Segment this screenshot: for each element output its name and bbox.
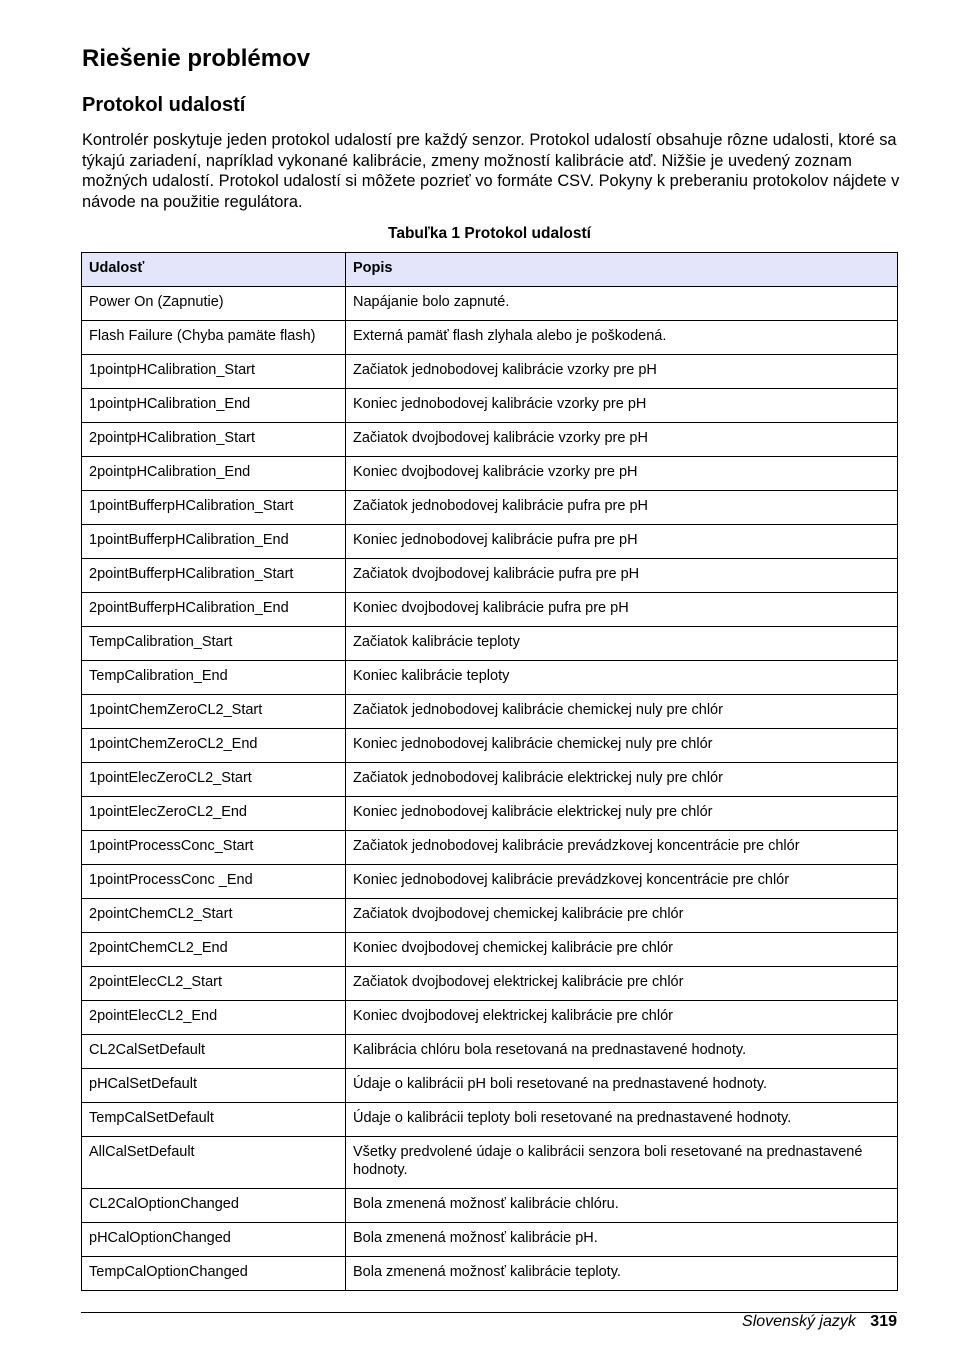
table-row bbox=[82, 899, 898, 933]
event-name-cell: 1pointElecZeroCL2_End bbox=[82, 797, 346, 831]
page-title: Riešenie problémov bbox=[82, 45, 311, 72]
footer-language: Slovenský jazyk bbox=[742, 1313, 856, 1330]
table-row bbox=[82, 763, 898, 797]
table-body bbox=[82, 287, 898, 1291]
table-row bbox=[82, 321, 898, 355]
table-row bbox=[82, 389, 898, 423]
event-description-cell: Koniec jednobodovej kalibrácie prevádzkovej koncentrácie pre chlór bbox=[346, 865, 898, 899]
event-name-cell: AllCalSetDefault bbox=[82, 1137, 346, 1189]
event-description-cell: Koniec jednobodovej kalibrácie chemickej nuly pre chlór bbox=[346, 729, 898, 763]
table-row bbox=[82, 1001, 898, 1035]
event-name-cell: 2pointpHCalibration_End bbox=[82, 457, 346, 491]
event-name-cell: TempCalibration_Start bbox=[82, 627, 346, 661]
page-footer bbox=[742, 1312, 897, 1332]
event-description-cell: Koniec jednobodovej kalibrácie vzorky pre pH bbox=[346, 389, 898, 423]
table-row bbox=[82, 695, 898, 729]
table-row bbox=[82, 423, 898, 457]
event-name-cell: 1pointpHCalibration_Start bbox=[82, 355, 346, 389]
table-row bbox=[82, 933, 898, 967]
event-description-cell: Externá pamäť flash zlyhala alebo je poškodená. bbox=[346, 321, 898, 355]
event-name-cell: 1pointBufferpHCalibration_Start bbox=[82, 491, 346, 525]
event-name-cell: 1pointChemZeroCL2_Start bbox=[82, 695, 346, 729]
event-name-cell: TempCalSetDefault bbox=[82, 1103, 346, 1137]
table-row bbox=[82, 1137, 898, 1189]
event-description-cell: Koniec jednobodovej kalibrácie pufra pre pH bbox=[346, 525, 898, 559]
event-name-cell: Power On (Zapnutie) bbox=[82, 287, 346, 321]
event-name-cell: CL2CalSetDefault bbox=[82, 1035, 346, 1069]
event-name-cell: 1pointBufferpHCalibration_End bbox=[82, 525, 346, 559]
event-description-cell: Začiatok jednobodovej kalibrácie elektrickej nuly pre chlór bbox=[346, 763, 898, 797]
table-row bbox=[82, 831, 898, 865]
table-row bbox=[82, 491, 898, 525]
event-description-cell: Začiatok dvojbodovej kalibrácie vzorky pre pH bbox=[346, 423, 898, 457]
event-description-cell: Koniec jednobodovej kalibrácie elektrickej nuly pre chlór bbox=[346, 797, 898, 831]
table-row bbox=[82, 627, 898, 661]
table-row bbox=[82, 865, 898, 899]
table-row bbox=[82, 1189, 898, 1223]
table-row bbox=[82, 593, 898, 627]
event-description-cell: Začiatok kalibrácie teploty bbox=[346, 627, 898, 661]
page-number: 319 bbox=[870, 1313, 897, 1330]
event-description-cell: Začiatok dvojbodovej chemickej kalibrácie pre chlór bbox=[346, 899, 898, 933]
event-name-cell: pHCalOptionChanged bbox=[82, 1223, 346, 1257]
event-name-cell: TempCalibration_End bbox=[82, 661, 346, 695]
event-name-cell: 2pointElecCL2_Start bbox=[82, 967, 346, 1001]
event-description-cell: Bola zmenená možnosť kalibrácie teploty. bbox=[346, 1257, 898, 1291]
table-row bbox=[82, 1069, 898, 1103]
event-name-cell: 2pointElecCL2_End bbox=[82, 1001, 346, 1035]
event-name-cell: 1pointProcessConc_Start bbox=[82, 831, 346, 865]
table-row bbox=[82, 559, 898, 593]
table-row bbox=[82, 1035, 898, 1069]
event-description-cell: Údaje o kalibrácii teploty boli resetované na prednastavené hodnoty. bbox=[346, 1103, 898, 1137]
event-name-cell: 2pointChemCL2_Start bbox=[82, 899, 346, 933]
table-row bbox=[82, 661, 898, 695]
event-name-cell: 1pointChemZeroCL2_End bbox=[82, 729, 346, 763]
table-row bbox=[82, 729, 898, 763]
event-description-cell: Začiatok dvojbodovej elektrickej kalibrácie pre chlór bbox=[346, 967, 898, 1001]
event-description-cell: Kalibrácia chlóru bola resetovaná na prednastavené hodnoty. bbox=[346, 1035, 898, 1069]
table-row bbox=[82, 1223, 898, 1257]
event-name-cell: 1pointProcessConc _End bbox=[82, 865, 346, 899]
header-description: Popis bbox=[346, 253, 898, 287]
event-description-cell: Koniec dvojbodovej elektrickej kalibrácie pre chlór bbox=[346, 1001, 898, 1035]
event-name-cell: pHCalSetDefault bbox=[82, 1069, 346, 1103]
event-name-cell: 1pointElecZeroCL2_Start bbox=[82, 763, 346, 797]
table-row bbox=[82, 355, 898, 389]
event-name-cell: Flash Failure (Chyba pamäte flash) bbox=[82, 321, 346, 355]
section-title: Protokol udalostí bbox=[82, 94, 246, 116]
header-event: Udalosť bbox=[82, 253, 346, 287]
table-row bbox=[82, 1103, 898, 1137]
event-name-cell: TempCalOptionChanged bbox=[82, 1257, 346, 1291]
event-description-cell: Údaje o kalibrácii pH boli resetované na prednastavené hodnoty. bbox=[346, 1069, 898, 1103]
event-description-cell: Bola zmenená možnosť kalibrácie pH. bbox=[346, 1223, 898, 1257]
event-name-cell: 1pointpHCalibration_End bbox=[82, 389, 346, 423]
table-row bbox=[82, 797, 898, 831]
event-name-cell: 2pointBufferpHCalibration_End bbox=[82, 593, 346, 627]
event-description-cell: Bola zmenená možnosť kalibrácie chlóru. bbox=[346, 1189, 898, 1223]
event-description-cell: Začiatok jednobodovej kalibrácie chemickej nuly pre chlór bbox=[346, 695, 898, 729]
event-description-cell: Začiatok jednobodovej kalibrácie pufra pre pH bbox=[346, 491, 898, 525]
event-name-cell: CL2CalOptionChanged bbox=[82, 1189, 346, 1223]
event-description-cell: Koniec kalibrácie teploty bbox=[346, 661, 898, 695]
event-description-cell: Koniec dvojbodovej kalibrácie vzorky pre pH bbox=[346, 457, 898, 491]
event-description-cell: Koniec dvojbodovej chemickej kalibrácie pre chlór bbox=[346, 933, 898, 967]
event-description-cell: Začiatok jednobodovej kalibrácie vzorky pre pH bbox=[346, 355, 898, 389]
table-header-row bbox=[82, 253, 898, 287]
table-row bbox=[82, 525, 898, 559]
intro-paragraph: Kontrolér poskytuje jeden protokol udalostí pre každý senzor. Protokol udalostí obsahuje rôzne udalosti, ktoré sa týkajú zariadení, napríklad vykonané kalibrácie, zmeny možností kalibrácie atď. Nižšie je uvedený zoznam možných udalostí. Protokol udalostí si môžete pozrieť vo formáte CSV. Pokyny k preberaniu protokolov nájdete v návode na použitie regulátora. bbox=[82, 131, 900, 212]
event-log-table bbox=[81, 252, 898, 1291]
event-description-cell: Koniec dvojbodovej kalibrácie pufra pre pH bbox=[346, 593, 898, 627]
table-row bbox=[82, 967, 898, 1001]
event-name-cell: 2pointBufferpHCalibration_Start bbox=[82, 559, 346, 593]
table-row bbox=[82, 1257, 898, 1291]
table-row bbox=[82, 457, 898, 491]
event-description-cell: Všetky predvolené údaje o kalibrácii senzora boli resetované na prednastavené hodnoty. bbox=[346, 1137, 898, 1189]
table-row bbox=[82, 287, 898, 321]
event-name-cell: 2pointChemCL2_End bbox=[82, 933, 346, 967]
event-description-cell: Napájanie bolo zapnuté. bbox=[346, 287, 898, 321]
event-name-cell: 2pointpHCalibration_Start bbox=[82, 423, 346, 457]
event-description-cell: Začiatok dvojbodovej kalibrácie pufra pre pH bbox=[346, 559, 898, 593]
table-caption: Tabuľka 1 Protokol udalostí bbox=[388, 225, 591, 242]
event-description-cell: Začiatok jednobodovej kalibrácie prevádzkovej koncentrácie pre chlór bbox=[346, 831, 898, 865]
